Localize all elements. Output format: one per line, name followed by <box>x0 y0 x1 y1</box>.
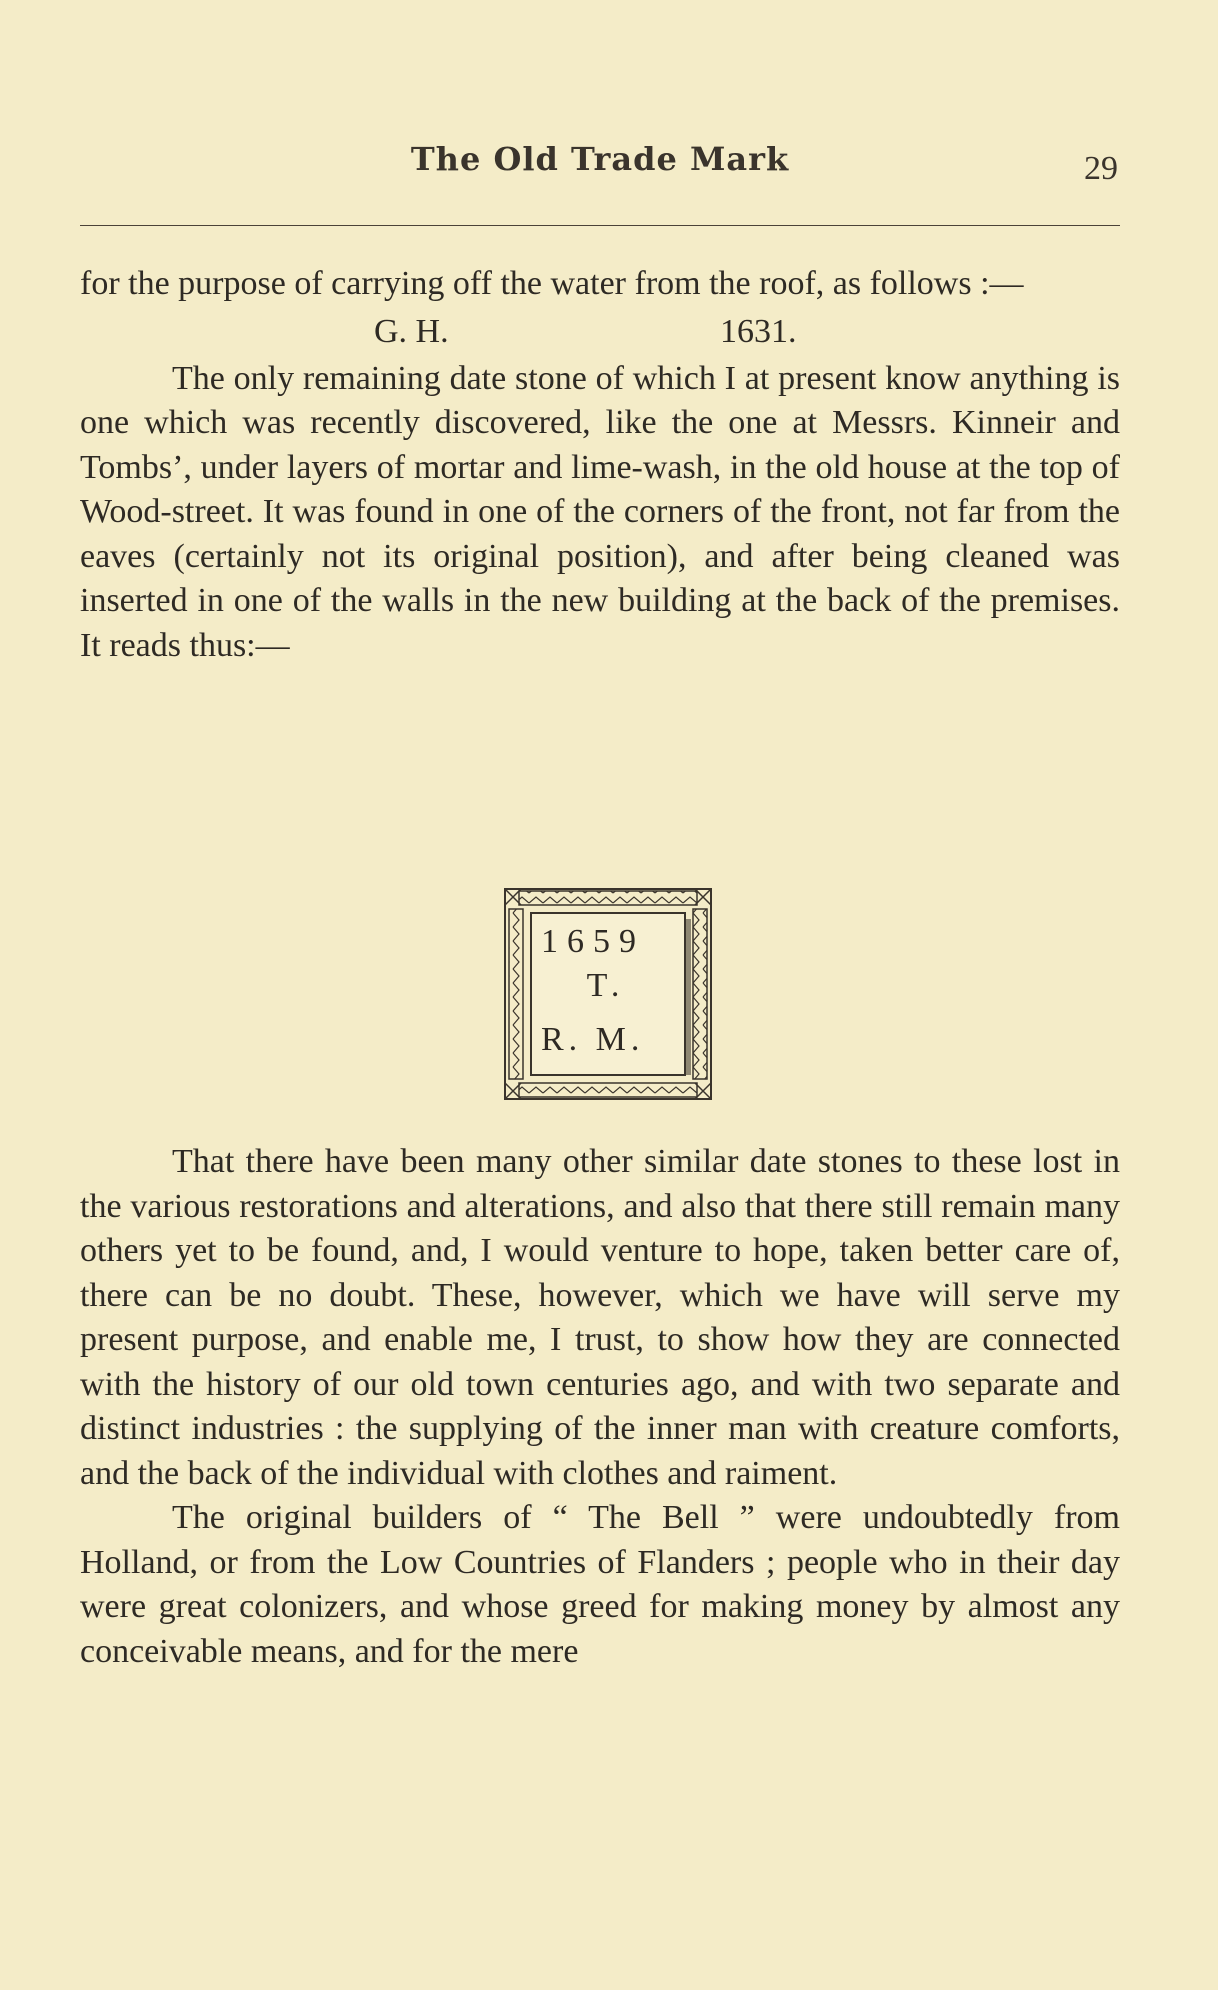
paragraph: The only remaining date stone of which I at present know anything is one which was recently discovered, like the one at Messrs. Kinneir and Tombs’, under layers of mortar and lime-wash, in the old house at the top of Wood-street. It was found in one of the corners of the front, not far from the eaves (certainly not its original position), and after being cleaned was inserted in one of the walls in the new building at the back of the premises. It reads thus:— <box>80 359 1120 664</box>
date-stone-illustration <box>501 885 715 1103</box>
paragraph: That there have been many other similar date stones to these lost in the various restorations and alterations, and also that there still remain many others yet to be found, and, I would venture to hope, taken better care of, there can be no doubt. These, however, which we have will serve my present purpose, and enable me, I trust, to show how they are connected with the history of our old town centuries ago, and with two separate and distinct industries : the supplying of the inner man with creature comforts, and the back of the individual with clothes and raiment. <box>80 1143 1120 1492</box>
date-stone-initial-t: T. <box>586 967 626 1004</box>
text-block-bottom <box>80 1140 1120 1674</box>
page-header <box>80 140 1120 190</box>
date-stone-year: 1659 <box>541 923 645 960</box>
inscription-initials: G. H. <box>374 312 449 350</box>
inscription-gh-1631 <box>80 307 1120 357</box>
inscription-year: 1631. <box>720 312 797 350</box>
date-stone-initials-rm: R. M. <box>541 1021 645 1058</box>
running-title: The Old Trade Mark <box>410 140 790 178</box>
paragraph: The original builders of “ The Bell ” were undoubtedly from Holland, or from the Low Countries of Flanders ; people who in their day were great colonizers, and whose greed for making money by almost any conceivable means, and for the mere <box>80 1499 1120 1670</box>
text-block-top <box>80 262 1120 668</box>
paragraph: for the purpose of carrying off the water from the roof, as follows :— <box>80 265 1024 302</box>
page-number: 29 <box>1084 150 1118 187</box>
header-rule <box>80 225 1120 226</box>
